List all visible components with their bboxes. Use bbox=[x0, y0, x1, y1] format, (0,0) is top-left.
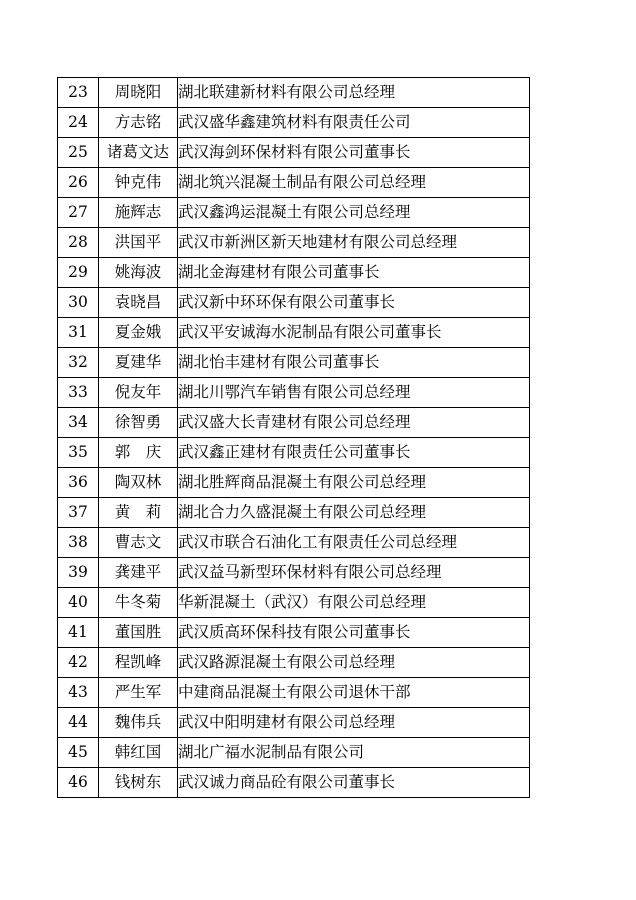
row-number: 23 bbox=[58, 78, 99, 108]
table-row bbox=[58, 738, 530, 768]
member-name: 周晓阳 bbox=[99, 78, 178, 108]
table-row bbox=[58, 78, 530, 108]
table-row bbox=[58, 708, 530, 738]
member-position: 湖北怡丰建材有限公司董事长 bbox=[178, 348, 530, 378]
member-name: 陶双林 bbox=[99, 468, 178, 498]
row-number: 45 bbox=[58, 738, 99, 768]
table-row bbox=[58, 378, 530, 408]
table-row bbox=[58, 318, 530, 348]
member-name: 严生军 bbox=[99, 678, 178, 708]
member-name: 方志铭 bbox=[99, 108, 178, 138]
member-name: 韩红国 bbox=[99, 738, 178, 768]
row-number: 28 bbox=[58, 228, 99, 258]
row-number: 35 bbox=[58, 438, 99, 468]
table-row bbox=[58, 648, 530, 678]
member-position: 湖北联建新材料有限公司总经理 bbox=[178, 78, 530, 108]
row-number: 32 bbox=[58, 348, 99, 378]
member-name: 施辉志 bbox=[99, 198, 178, 228]
member-name: 董国胜 bbox=[99, 618, 178, 648]
member-table bbox=[57, 77, 530, 798]
member-position: 武汉质高环保科技有限公司董事长 bbox=[178, 618, 530, 648]
member-name: 龚建平 bbox=[99, 558, 178, 588]
member-position: 武汉鑫鸿运混凝土有限公司总经理 bbox=[178, 198, 530, 228]
row-number: 25 bbox=[58, 138, 99, 168]
row-number: 37 bbox=[58, 498, 99, 528]
row-number: 24 bbox=[58, 108, 99, 138]
row-number: 29 bbox=[58, 258, 99, 288]
row-number: 44 bbox=[58, 708, 99, 738]
member-name: 洪国平 bbox=[99, 228, 178, 258]
member-position: 武汉新中环环保有限公司董事长 bbox=[178, 288, 530, 318]
row-number: 36 bbox=[58, 468, 99, 498]
member-name: 曹志文 bbox=[99, 528, 178, 558]
member-name: 黄 莉 bbox=[99, 498, 178, 528]
member-position: 武汉鑫正建材有限责任公司董事长 bbox=[178, 438, 530, 468]
member-name: 诸葛文达 bbox=[99, 138, 178, 168]
member-position: 湖北广福水泥制品有限公司 bbox=[178, 738, 530, 768]
member-position: 湖北合力久盛混凝土有限公司总经理 bbox=[178, 498, 530, 528]
row-number: 46 bbox=[58, 768, 99, 798]
row-number: 41 bbox=[58, 618, 99, 648]
member-position: 湖北筑兴混凝土制品有限公司总经理 bbox=[178, 168, 530, 198]
member-position: 武汉市联合石油化工有限责任公司总经理 bbox=[178, 528, 530, 558]
member-name: 郭 庆 bbox=[99, 438, 178, 468]
table-row bbox=[58, 408, 530, 438]
member-position: 武汉盛华鑫建筑材料有限责任公司 bbox=[178, 108, 530, 138]
member-position: 武汉益马新型环保材料有限公司总经理 bbox=[178, 558, 530, 588]
table-row bbox=[58, 498, 530, 528]
table-row bbox=[58, 618, 530, 648]
table-row bbox=[58, 768, 530, 798]
member-name: 徐智勇 bbox=[99, 408, 178, 438]
table-row bbox=[58, 168, 530, 198]
member-position: 武汉盛大长青建材有限公司总经理 bbox=[178, 408, 530, 438]
row-number: 33 bbox=[58, 378, 99, 408]
member-position: 华新混凝土（武汉）有限公司总经理 bbox=[178, 588, 530, 618]
table-row bbox=[58, 228, 530, 258]
member-position: 湖北川鄂汽车销售有限公司总经理 bbox=[178, 378, 530, 408]
row-number: 30 bbox=[58, 288, 99, 318]
row-number: 43 bbox=[58, 678, 99, 708]
member-position: 湖北胜辉商品混凝土有限公司总经理 bbox=[178, 468, 530, 498]
member-name: 倪友年 bbox=[99, 378, 178, 408]
table-row bbox=[58, 438, 530, 468]
member-name: 姚海波 bbox=[99, 258, 178, 288]
table-row bbox=[58, 558, 530, 588]
member-position: 武汉路源混凝土有限公司总经理 bbox=[178, 648, 530, 678]
row-number: 26 bbox=[58, 168, 99, 198]
row-number: 34 bbox=[58, 408, 99, 438]
member-name: 钱树东 bbox=[99, 768, 178, 798]
table-row bbox=[58, 348, 530, 378]
member-position: 武汉中阳明建材有限公司总经理 bbox=[178, 708, 530, 738]
member-name: 魏伟兵 bbox=[99, 708, 178, 738]
row-number: 38 bbox=[58, 528, 99, 558]
member-position: 武汉诚力商品砼有限公司董事长 bbox=[178, 768, 530, 798]
member-name: 袁晓昌 bbox=[99, 288, 178, 318]
row-number: 40 bbox=[58, 588, 99, 618]
table-row bbox=[58, 138, 530, 168]
table-row bbox=[58, 678, 530, 708]
row-number: 42 bbox=[58, 648, 99, 678]
row-number: 39 bbox=[58, 558, 99, 588]
member-name: 钟克伟 bbox=[99, 168, 178, 198]
member-position: 武汉平安诚海水泥制品有限公司董事长 bbox=[178, 318, 530, 348]
table-row bbox=[58, 198, 530, 228]
member-name: 程凯峰 bbox=[99, 648, 178, 678]
member-name: 牛冬菊 bbox=[99, 588, 178, 618]
member-position: 湖北金海建材有限公司董事长 bbox=[178, 258, 530, 288]
table-row bbox=[58, 108, 530, 138]
member-position: 武汉市新洲区新天地建材有限公司总经理 bbox=[178, 228, 530, 258]
table-row bbox=[58, 528, 530, 558]
member-position: 中建商品混凝土有限公司退休干部 bbox=[178, 678, 530, 708]
member-table-body bbox=[58, 78, 530, 798]
member-position: 武汉海剑环保材料有限公司董事长 bbox=[178, 138, 530, 168]
table-row bbox=[58, 588, 530, 618]
member-name: 夏建华 bbox=[99, 348, 178, 378]
member-name: 夏金娥 bbox=[99, 318, 178, 348]
row-number: 31 bbox=[58, 318, 99, 348]
table-row bbox=[58, 258, 530, 288]
table-row bbox=[58, 468, 530, 498]
row-number: 27 bbox=[58, 198, 99, 228]
table-row bbox=[58, 288, 530, 318]
